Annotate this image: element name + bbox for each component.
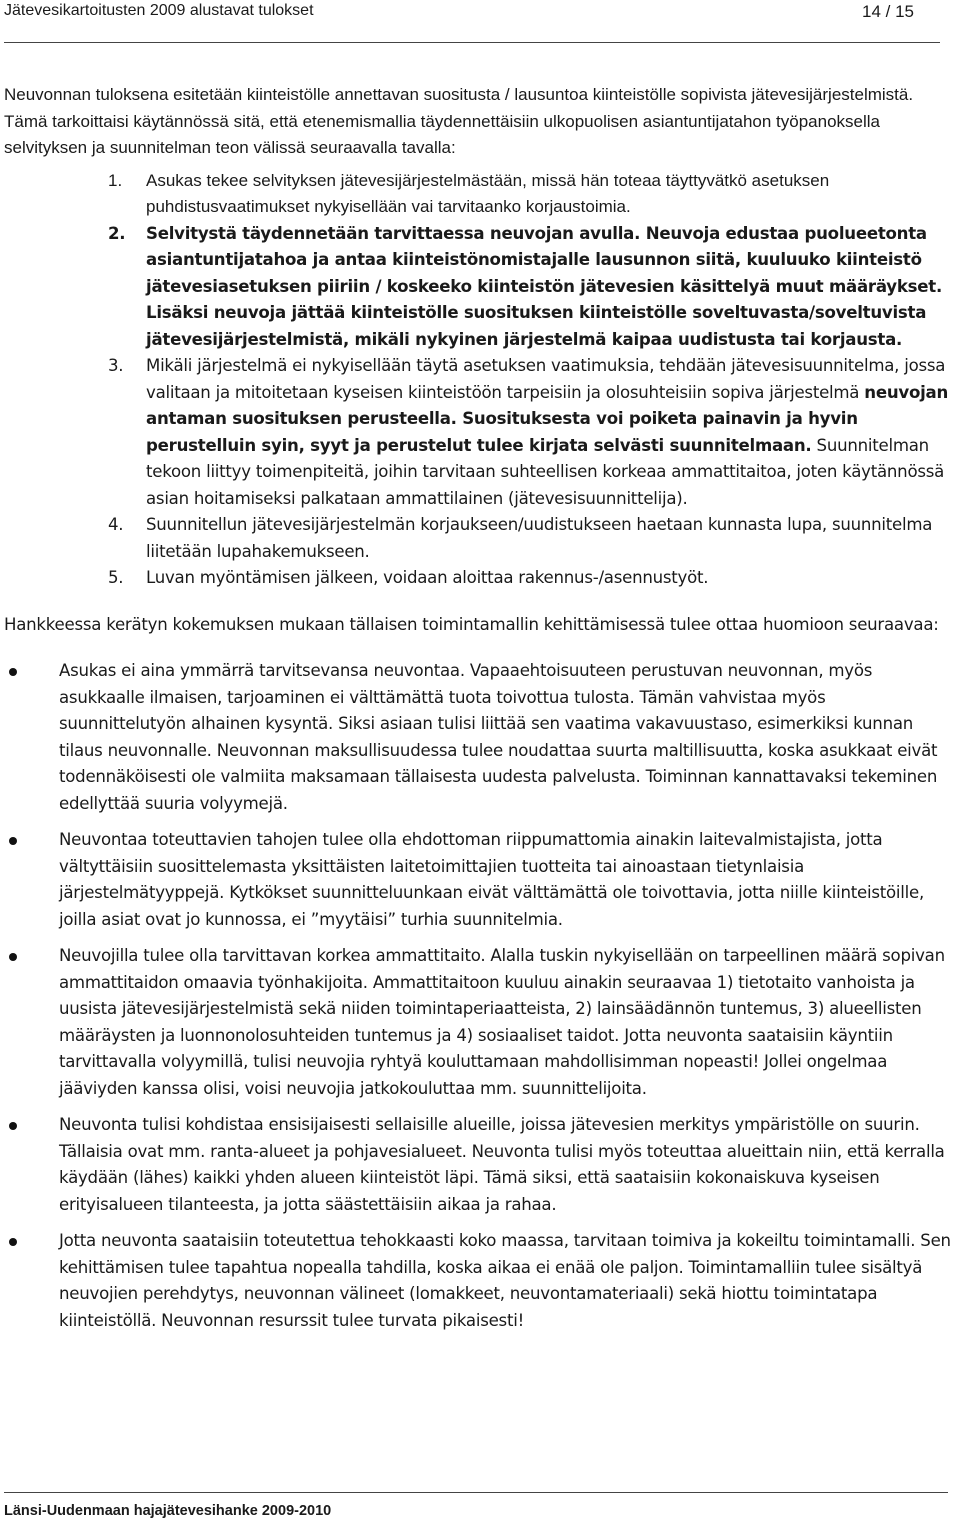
step-number: 1. [108, 170, 123, 190]
experience-paragraph: Hankkeessa kerätyn kokemuksen mukaan tällaisen toimintamallin kehittämisessä tulee ottaa huomioon seuraavaa: [4, 614, 939, 634]
list-item [108, 565, 956, 592]
step-text: Selvitystä täydennetään tarvittaessa neuvojan avulla. Neuvoja edustaa puolueetonta asiantuntijatahoa ja antaa kiinteistönomistajalle lausunnon siitä, kuuluuko kiinteistö jätevesiasetuksen piiriin / koskeeko kiinteistön jätevesien käsittelyä muut määräykset. Lisäksi neuvoja jättää kiinteistölle suosituksen kiinteistölle soveltuvasta/soveltuvista jätevesijärjestelmistä, mikäli nykyinen järjestelmä kaipaa uudistusta tai korjausta. [146, 223, 943, 349]
step-text-bold: neuvojan antaman suosituksen perusteella. Suosituksesta voi poiketa painavin ja hyvin perustelluin syin, syyt ja perustelut tulee kirjata selvästi suunnitelmaan. [146, 382, 949, 455]
document-title: Jätevesikartoitusten 2009 alustavat tulokset [4, 2, 314, 19]
list-item [108, 353, 956, 512]
bullet-icon [9, 1122, 17, 1130]
bullet-icon [9, 837, 17, 845]
bullet-text: Jotta neuvonta saataisiin toteutettua tehokkaasti koko maassa, tarvitaan toimiva ja kokeiltu toimintamalli. Sen kehittämisen tulee tapahtua nopealla tahdilla, koska aikaa ei enää ole paljon. Toimintamalliin tulee sisältyä neuvojien perehdytys, neuvonnan välineet (lomakkeet, neuvontamateriaali) sekä hiottu toimintatapa kiinteistöllä. Neuvonnan resurssit tulee turvata pikaisesti! [59, 1231, 951, 1330]
step-text: Suunnitelman tekoon liittyy toimenpiteitä, joihin tarvitaan suhteellisen korkeaa ammattitaitoa, joten käytännössä asian hoitamiseksi palkataan ammattilainen (jätevesisuunnittelija). [146, 435, 945, 508]
bullet-icon [9, 668, 17, 676]
list-item [108, 221, 956, 354]
steps-list [4, 168, 956, 592]
step-number: 2. [108, 223, 126, 243]
header-rule [4, 42, 940, 43]
page-header [4, 2, 940, 42]
footer-rule [4, 1492, 948, 1493]
list-item [108, 168, 956, 221]
list-item [59, 658, 956, 817]
intro-paragraph: Neuvonnan tuloksena esitetään kiinteistölle annettavan suositusta / lausuntoa kiinteistölle sopivista jätevesijärjestelmistä. Tämä tarkoittaisi käytännössä sitä, että etenemismallia täydennettäisiin ulkopuolisen asiantuntijatahon työpanoksella selvityksen ja suunnitelman teon välissä seuraavalla tavalla: [4, 85, 914, 157]
bullet-text: Neuvojilla tulee olla tarvittavan korkea ammattitaito. Alalla tuskin nykyisellään on tarpeellinen määrä sopivan ammattitaidon omaavia työnhakijoita. Ammattitaitoon kuuluu ainakin seuraavaa 1) tietotaito vanhoista ja uusista jätevesijärjestelmistä sekä niiden toimintaperiaatteista, 2) lainsäädännön tuntemus, 3) alueellisten määräysten ja luonnonolosuhteiden tuntemus ja 4) sosiaaliset taidot. Jotta neuvonta saataisiin käyntiin tarvittavalla volyymillä, tulisi neuvojia ryhtyä kouluttamaan mahdollisimman nopeasti! Jollei ongelmaa jääviyden kanssa olisi, voisi neuvojia jatkokouluttaa mm. suunnittelijoita. [59, 946, 945, 1098]
bullet-icon [9, 1238, 17, 1246]
list-item [59, 1112, 956, 1218]
bullet-list [4, 658, 956, 1334]
step-number: 3. [108, 356, 124, 375]
page-body [4, 82, 956, 1344]
bullet-text: Asukas ei aina ymmärrä tarvitsevansa neuvontaa. Vapaaehtoisuuteen perustuvan neuvonnan, myös asukkaalle ilmaisen, tarjoaminen ei välttämättä tuota toivottua tulosta. Tämän vahvistaa myös suunnittelutyön alhainen kysyntä. Siksi asiaan tulisi liittää sen vaatima vakavuustaso, esimerkiksi kunnan tilaus neuvonnalle. Neuvonnan maksullisuudessa tulee noudattaa suurta maltillisuutta, koska asukkaat eivät todennäköisesti ole valmiita maksamaan tällaisesta uudesta palvelusta. Toiminnan kannattavaksi tekeminen edellyttää suuria volyymejä. [59, 661, 938, 813]
step-text: Suunnitellun jätevesijärjestelmän korjaukseen/uudistukseen haetaan kunnasta lupa, suunnitelma liitetään lupahakemukseen. [146, 515, 933, 561]
step-text: Luvan myöntämisen jälkeen, voidaan aloittaa rakennus-/asennustyöt. [146, 568, 709, 587]
bullet-icon [9, 953, 17, 961]
list-item [59, 943, 956, 1102]
list-item [59, 1228, 956, 1334]
bullet-text: Neuvontaa toteuttavien tahojen tulee olla ehdottoman riippumattomia ainakin laitevalmistajista, jotta vältyttäisiin suosittelemasta yksittäisten laitetoimittajien tuotteita tai ainoastaan tietynlaisia järjestelmätyyppejä. Kytkökset suunnitteluunkaan eivät välttämättä ole toivottavia, jotta niille kiinteistöille, joilla asiat ovat jo kunnossa, ei ”myytäisi” turhia suunnitelmia. [59, 830, 924, 929]
bullet-text: Neuvonta tulisi kohdistaa ensisijaisesti sellaisille alueille, joissa jätevesien merkitys ympäristölle on suurin. Tällaisia ovat mm. ranta-alueet ja pohjavesialueet. Neuvonta tulisi myös toteuttaa alueittain niin, että kerralla käydään (lähes) kaikki yhden alueen kiinteistöt läpi. Tämä siksi, että saataisiin kokonaiskuva kyseisen erityisalueen tilanteesta, ja jotta säästettäisiin aikaa ja rahaa. [59, 1115, 945, 1214]
footer-text: Länsi-Uudenmaan hajajätevesihanke 2009-2010 [4, 1503, 332, 1519]
step-number: 4. [108, 515, 124, 534]
list-item [59, 827, 956, 933]
step-text: Mikäli järjestelmä ei nykyisellään täytä asetuksen vaatimuksia, tehdään jätevesisuunnitelma, jossa valitaan ja mitoitetaan kyseisen kiinteistöön tarpeisiin ja olosuhteisiin sopiva järjestelmä [146, 356, 946, 402]
page-footer [4, 1492, 948, 1519]
step-number: 5. [108, 568, 124, 587]
page-number: 14 / 15 [862, 2, 914, 21]
list-item [108, 512, 956, 565]
step-text: Asukas tekee selvityksen jätevesijärjestelmästään, missä hän toteaa täyttyvätkö asetuksen puhdistusvaatimukset nykyisellään vai tarvitaanko korjaustoimia. [146, 170, 830, 216]
